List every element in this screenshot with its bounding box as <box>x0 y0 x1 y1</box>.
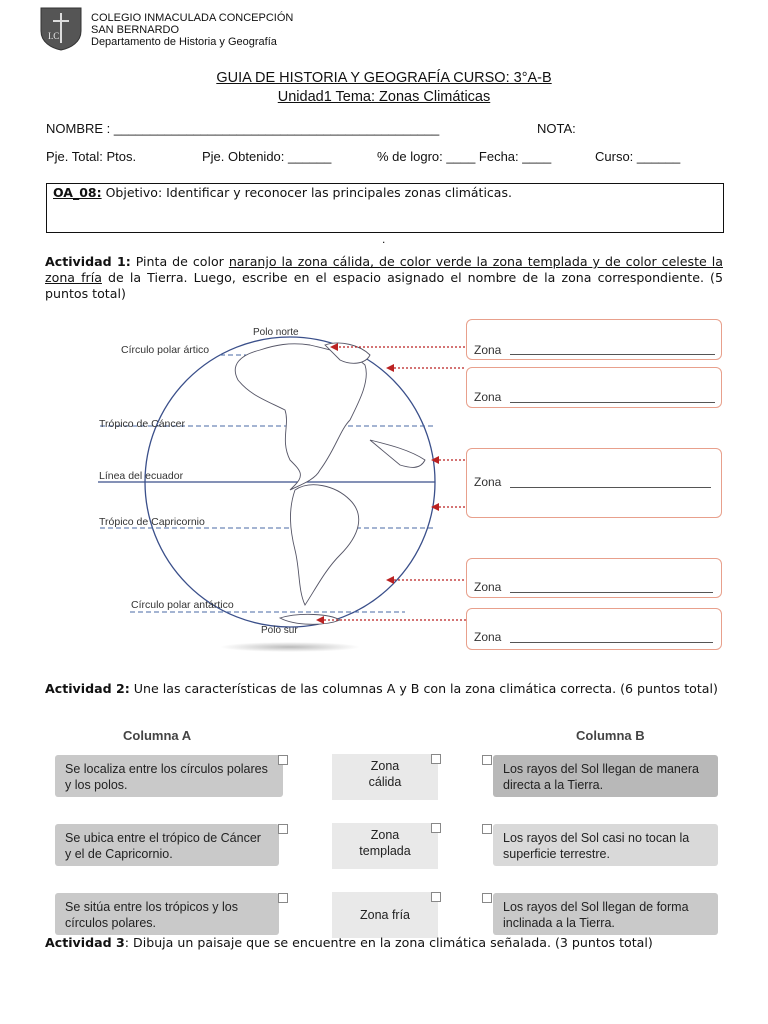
zone-line-1[interactable] <box>510 354 715 355</box>
column-b-item-3[interactable]: Los rayos del Sol llegan de forma inclinada a la Tierra. <box>493 893 718 935</box>
column-a-title: Columna A <box>123 728 192 743</box>
zone-fria-checkbox[interactable] <box>431 892 441 902</box>
nombre-field[interactable]: NOMBRE : _____________________________________________ <box>46 121 440 136</box>
zone-line-2[interactable] <box>510 402 715 403</box>
zone-templada[interactable]: Zona templada <box>332 823 438 869</box>
zone-templada-checkbox[interactable] <box>431 823 441 833</box>
column-b-checkbox-3[interactable] <box>482 893 492 903</box>
zone-label-1: Zona <box>474 343 502 357</box>
label-tropico-capricornio: Trópico de Capricornio <box>99 516 205 528</box>
label-ecuador: Línea del ecuador <box>99 470 184 482</box>
column-a-checkbox-3[interactable] <box>278 893 288 903</box>
zone-calida[interactable]: Zona cálida <box>332 754 438 800</box>
zone-label-5: Zona <box>474 630 502 644</box>
activity2-text: Actividad 2: Une las características de las columnas A y B con la zona climática correcta. (6 puntos total) <box>45 681 718 696</box>
zone-line-5[interactable] <box>510 642 713 643</box>
pje-total: Pje. Total: Ptos. <box>46 149 137 164</box>
activity1-text: Actividad 1: Pinta de color naranjo la zona cálida, de color verde la zona templada y de color celeste la zona fría de la Tierra. Luego, escribe en el espacio asignado el nombre de la zona correspondiente. (5 puntos total) <box>45 254 723 301</box>
label-circulo-artico: Círculo polar ártico <box>121 344 210 356</box>
column-a-item-1[interactable]: Se localiza entre los círculos polares y los polos. <box>55 755 283 797</box>
label-polo-sur: Polo sur <box>261 625 298 636</box>
school-logo <box>38 5 84 51</box>
label-polo-norte: Polo norte <box>253 327 299 338</box>
dot: . <box>382 232 386 246</box>
label-circulo-antartico: Círculo polar antártico <box>131 599 234 611</box>
logo-text: I.C <box>48 31 60 41</box>
zone-label-3: Zona <box>474 475 502 489</box>
zone-box-3[interactable] <box>466 448 722 518</box>
column-a-item-3[interactable]: Se sitúa entre los trópicos y los círculos polares. <box>55 893 279 935</box>
curso-field[interactable]: Curso: ______ <box>595 149 681 164</box>
column-b-title: Columna B <box>576 728 645 743</box>
zone-calida-checkbox[interactable] <box>431 754 441 764</box>
zone-line-4[interactable] <box>510 592 713 593</box>
objective-box <box>46 183 724 233</box>
objective-text: Objetivo: Identificar y reconocer las principales zonas climáticas. <box>101 185 512 200</box>
zone-box-5[interactable] <box>466 608 722 650</box>
nota-field[interactable]: NOTA: <box>537 121 576 136</box>
unit-title: Unidad1 Tema: Zonas Climáticas <box>277 89 491 105</box>
column-b-checkbox-2[interactable] <box>482 824 492 834</box>
logro-fecha-field[interactable]: % de logro: ____ Fecha: ____ <box>377 149 552 164</box>
label-tropico-cancer: Trópico de Cáncer <box>99 418 185 430</box>
column-a-item-2[interactable]: Se ubica entre el trópico de Cáncer y el de Capricornio. <box>55 824 279 866</box>
column-a-checkbox-2[interactable] <box>278 824 288 834</box>
zone-line-3[interactable] <box>510 487 711 488</box>
guide-title: GUIA DE HISTORIA Y GEOGRAFÍA CURSO: 3°A-B <box>216 70 552 86</box>
activity3-text: Actividad 3: Dibuja un paisaje que se encuentre en la zona climática señalada. (3 puntos total) <box>45 935 653 950</box>
column-b-item-1[interactable]: Los rayos del Sol llegan de manera directa a la Tierra. <box>493 755 718 797</box>
column-b-item-2[interactable]: Los rayos del Sol casi no tocan la superficie terrestre. <box>493 824 718 866</box>
zone-label-4: Zona <box>474 580 502 594</box>
objective-code: OA_08: <box>53 185 102 200</box>
school-name: COLEGIO INMACULADA CONCEPCIÓN SAN BERNARDO Departamento de Historia y Geografía <box>91 12 294 48</box>
column-a-checkbox-1[interactable] <box>278 755 288 765</box>
column-b-checkbox-1[interactable] <box>482 755 492 765</box>
zone-fria[interactable]: Zona fría <box>332 892 438 938</box>
zone-label-2: Zona <box>474 390 502 404</box>
pje-obtenido-field[interactable]: Pje. Obtenido: ______ <box>202 149 332 164</box>
